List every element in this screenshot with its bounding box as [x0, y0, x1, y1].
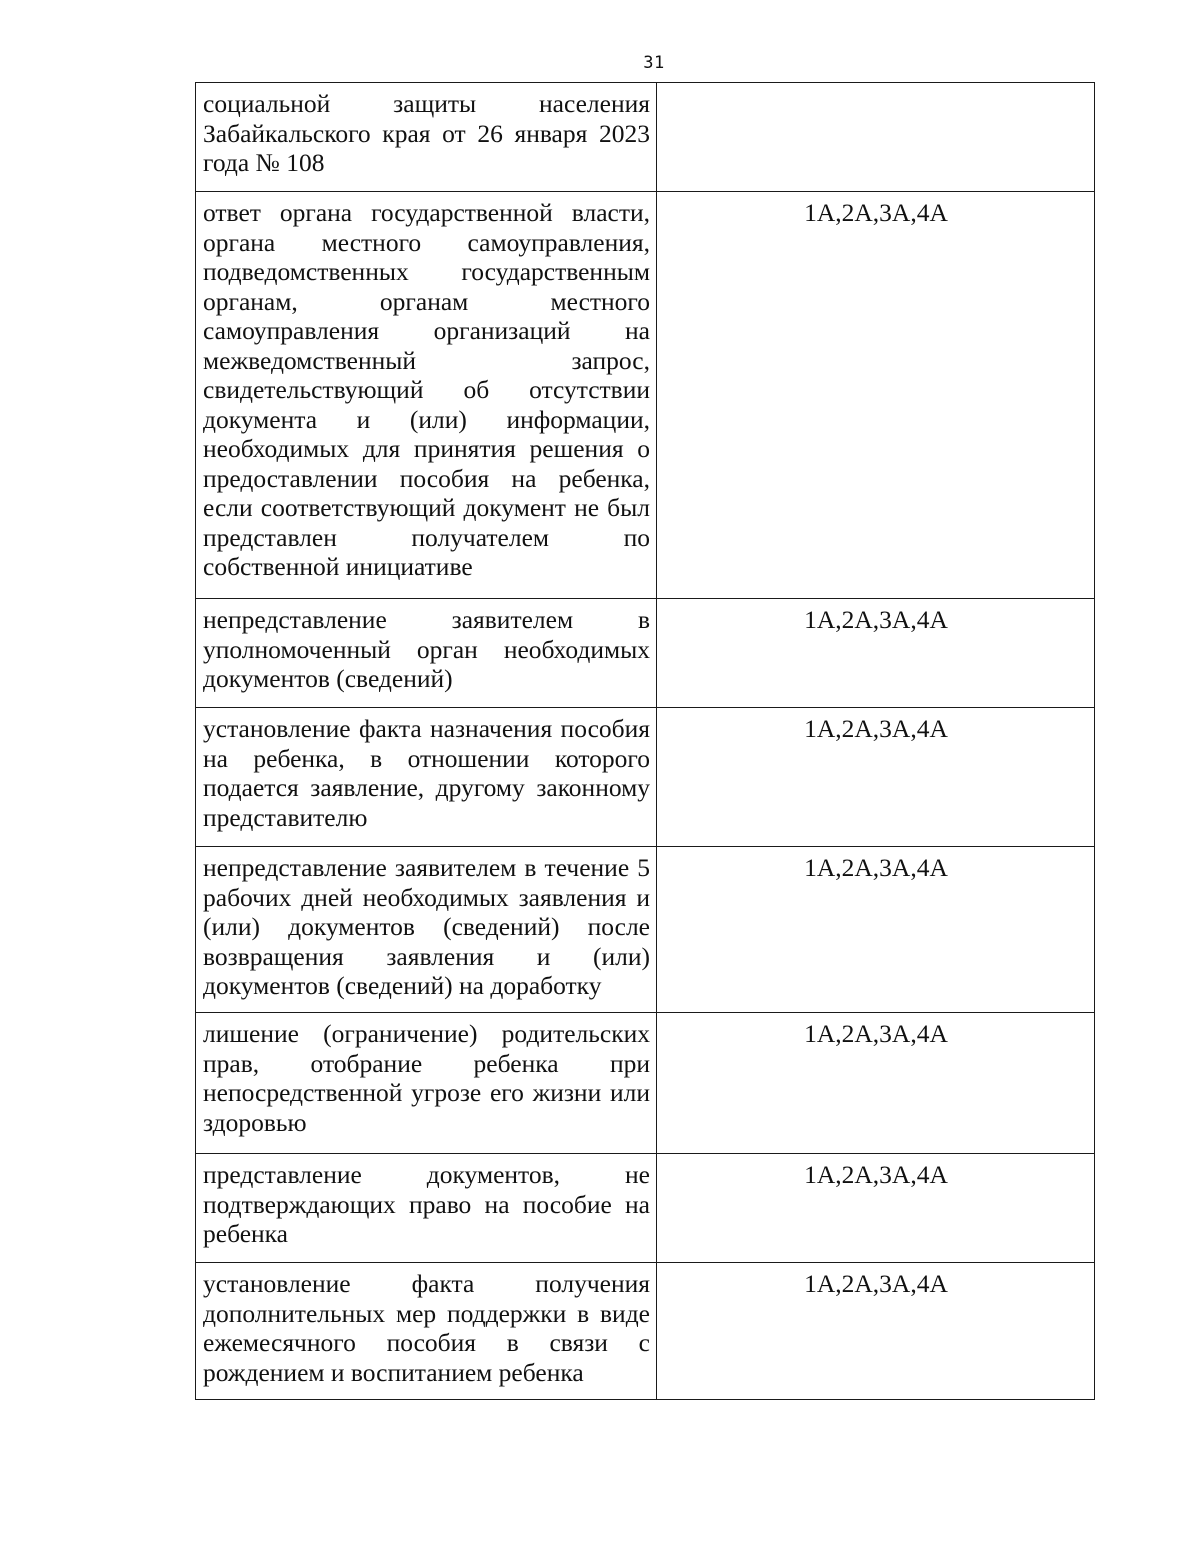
codes-cell: 1А,2А,3А,4А — [657, 847, 1095, 1013]
table-row — [196, 192, 1095, 599]
table-row — [196, 1263, 1095, 1400]
codes-cell: 1А,2А,3А,4А — [657, 192, 1095, 599]
reason-cell: ответ органа государственной власти, органа местного самоуправления, подведомственных государственным органам, органам местного самоуправления организаций на межведомственный запрос, свидетельствующий об отсутствии документа и (или) информации, необходимых для принятия решения о предоставлении пособия на ребенка, если соответствующий документ не был представлен получателем по собственной инициативе — [196, 192, 657, 599]
reason-cell: социальной защиты населения Забайкальского края от 26 января 2023 года № 108 — [196, 83, 657, 192]
codes-cell — [657, 83, 1095, 192]
table-row — [196, 1154, 1095, 1263]
codes-cell: 1А,2А,3А,4А — [657, 1263, 1095, 1400]
reason-cell: представление документов, не подтверждающих право на пособие на ребенка — [196, 1154, 657, 1263]
page-number: 31 — [643, 53, 665, 73]
table-row — [196, 83, 1095, 192]
table-row — [196, 1013, 1095, 1154]
reason-cell: установление факта назначения пособия на ребенка, в отношении которого подается заявление, другому законному представителю — [196, 708, 657, 847]
reason-cell: лишение (ограничение) родительских прав, отобрание ребенка при непосредственной угрозе его жизни или здоровью — [196, 1013, 657, 1154]
codes-cell: 1А,2А,3А,4А — [657, 599, 1095, 708]
codes-cell: 1А,2А,3А,4А — [657, 708, 1095, 847]
table-row — [196, 599, 1095, 708]
reason-cell: установление факта получения дополнительных мер поддержки в виде ежемесячного пособия в связи с рождением и воспитанием ребенка — [196, 1263, 657, 1400]
reason-cell: непредставление заявителем в уполномоченный орган необходимых документов (сведений) — [196, 599, 657, 708]
codes-cell: 1А,2А,3А,4А — [657, 1154, 1095, 1263]
codes-cell: 1А,2А,3А,4А — [657, 1013, 1095, 1154]
table-row — [196, 708, 1095, 847]
reason-cell: непредставление заявителем в течение 5 рабочих дней необходимых заявления и (или) документов (сведений) после возвращения заявления и (или) документов (сведений) на доработку — [196, 847, 657, 1013]
table-row — [196, 847, 1095, 1013]
refusal-grounds-table — [195, 82, 1095, 1400]
